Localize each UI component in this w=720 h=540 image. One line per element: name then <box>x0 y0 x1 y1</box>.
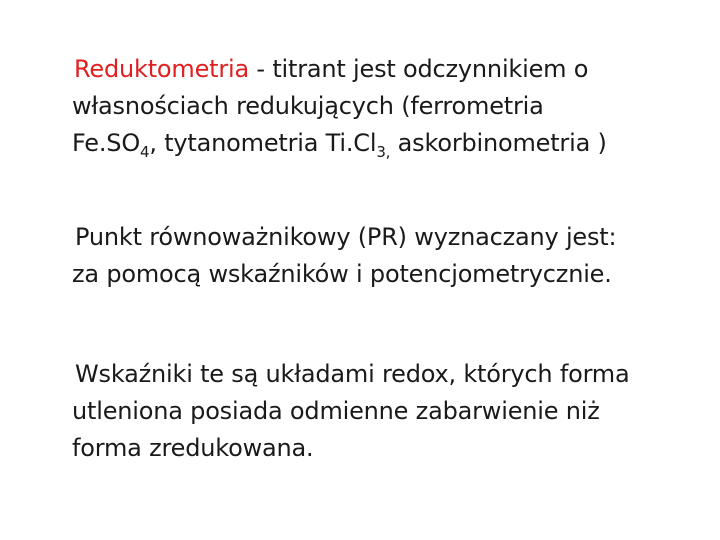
paragraph3-line1: Wskaźniki te są układami redox, których forma <box>75 360 630 388</box>
formula-feso4: Fe.SO <box>72 129 141 157</box>
subscript-4: 4 <box>140 143 150 161</box>
askorbinometria-text: askorbinometria ) <box>390 129 607 157</box>
paragraph1-line3 <box>72 125 607 162</box>
paragraph-punkt-rownowaznikowy <box>72 219 616 293</box>
paragraph2-line2: za pomocą wskaźników i potencjometrycznie. <box>72 260 612 288</box>
paragraph-wskazniki <box>72 356 630 467</box>
term-reduktometria: Reduktometria <box>74 55 249 83</box>
paragraph1-line2: własnościach redukujących (ferrometria <box>72 92 544 120</box>
paragraph2-line1: Punkt równoważnikowy (PR) wyznaczany jest: <box>75 223 617 251</box>
paragraph1-line1 <box>72 51 607 88</box>
paragraph-reduktometria <box>72 51 607 162</box>
paragraph3-line2: utleniona posiada odmienne zabarwienie niż <box>72 397 600 425</box>
paragraph3-line3: forma zredukowana. <box>72 434 314 462</box>
subscript-3: 3, <box>376 143 391 161</box>
formula-ticl3: , tytanometria Ti.Cl <box>149 129 377 157</box>
paragraph1-line1-text: - titrant jest odczynnikiem o <box>249 55 589 83</box>
